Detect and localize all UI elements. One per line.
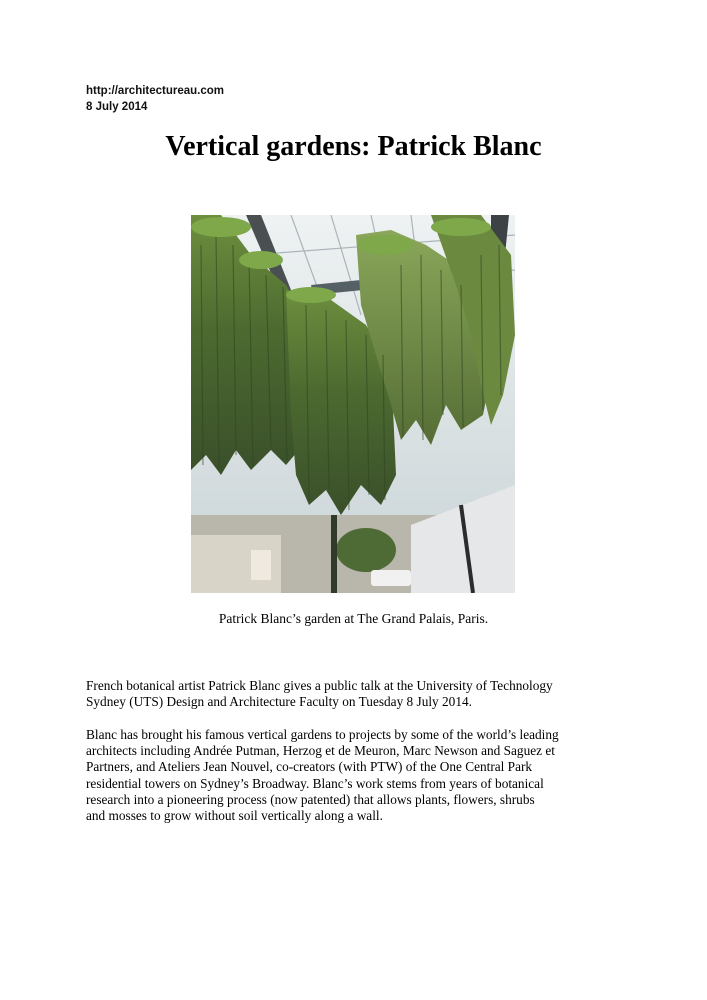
paragraph-line: Blanc has brought his famous vertical gardens to projects by some of the world’s leading: [86, 727, 559, 742]
paragraph-line: architects including Andrée Putman, Herzog et de Meuron, Marc Newson and Saguez et: [86, 743, 555, 759]
intro-paragraph: [86, 678, 626, 710]
garden-photo: [191, 215, 515, 593]
photo-caption: Patrick Blanc’s garden at The Grand Palais, Paris.: [218, 611, 489, 626]
paragraph-line: research into a pioneering process (now patented) that allows plants, flowers, shrubs: [86, 791, 535, 807]
paragraph-line: French botanical artist Patrick Blanc gives a public talk at the University of Technology: [86, 678, 553, 693]
body-paragraph: [86, 727, 626, 824]
paragraph-line: Sydney (UTS) Design and Architecture Faculty on Tuesday 8 July 2014.: [86, 694, 472, 710]
source-date: 8 July 2014: [86, 101, 148, 113]
paragraph-line: Partners, and Ateliers Jean Nouvel, co-creators (with PTW) of the One Central Park: [86, 759, 533, 775]
article-title: Vertical gardens: Patrick Blanc: [165, 131, 542, 162]
paragraph-line: and mosses to grow without soil vertically along a wall.: [86, 808, 383, 824]
source-url[interactable]: http://architectureau.com: [86, 85, 225, 97]
paragraph-line: residential towers on Sydney’s Broadway. Blanc’s work stems from years of botanical: [86, 775, 544, 791]
